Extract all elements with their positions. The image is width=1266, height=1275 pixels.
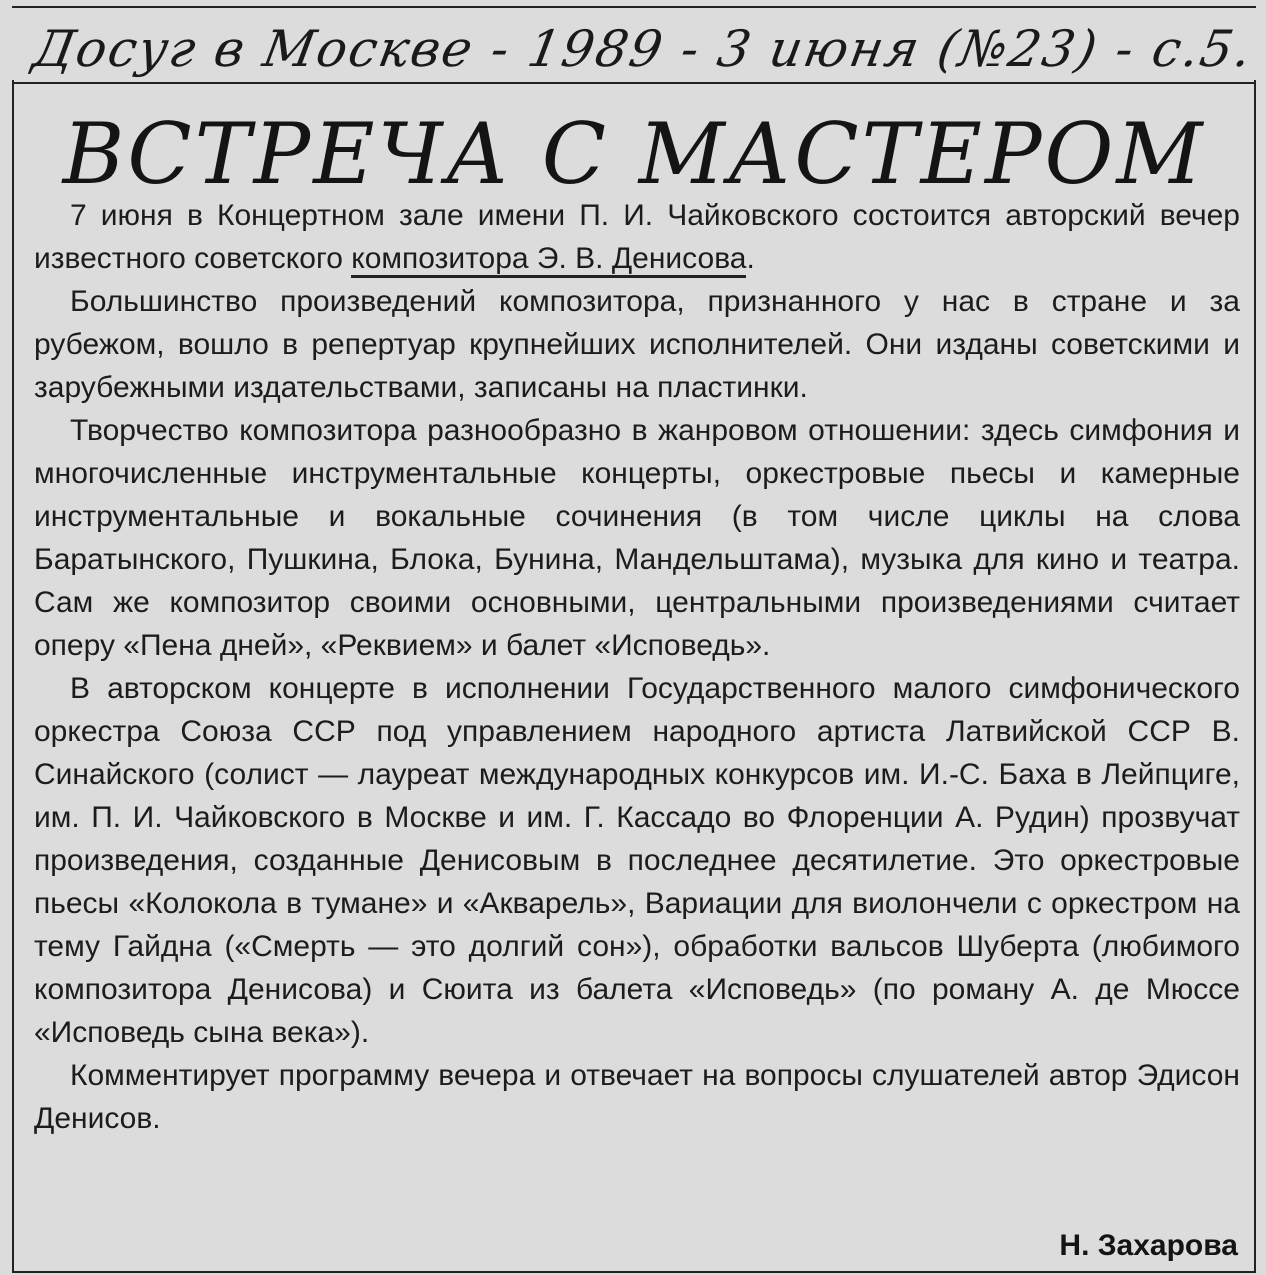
paragraph-3: Творчество композитора разнообразно в жанровом отношении: здесь симфония и многочисленные инструментальные концерты, оркестровые пьесы и камерные инструментальные и вокальные сочинения (в том числе циклы на слова Баратынского, Пушкина, Блока, Бунина, Мандельштама), музыка для кино и театра. Сам же композитор своими основными, центральными произведениями считает оперу «Пена дней», «Реквием» и балет «Исповедь». <box>34 414 1240 662</box>
handwritten-note-bar <box>12 6 1256 84</box>
underlined-composer-name: композитора Э. В. Денисова <box>351 242 746 278</box>
paragraph-1-after: . <box>746 242 755 275</box>
paragraph-5: Комментирует программу вечера и отвечает на вопросы слушателей автор Эдисон Денисов. <box>34 1059 1240 1135</box>
paragraph-2: Большинство произведений композитора, признанного у нас в стране и за рубежом, вошло в репертуар крупнейших исполнителей. Они изданы советскими и зарубежными издательствами, записаны на пластинки. <box>34 285 1240 404</box>
author-signature: Н. Захарова <box>1059 1229 1238 1262</box>
article-body <box>34 194 1240 1140</box>
article-headline: ВСТРЕЧА С МАСТЕРОМ <box>62 105 1206 203</box>
paragraph-1-before: 7 июня в Концертном зале имени П. И. Чайковского состоится авторский вечер известного советского <box>34 199 1240 275</box>
handwritten-source-note: Досуг в Москве - 1989 - 3 июня (№23) - с.5. <box>28 20 1258 78</box>
paragraph-1 <box>34 194 1240 280</box>
paragraph-4: В авторском концерте в исполнении Государственного малого симфонического оркестра Союза ССР под управлением народного артиста Латвийской ССР В. Синайского (солист — лауреат международных конкурсов им. И.-С. Баха в Лейпциге, им. П. И. Чайковского в Москве и им. Г. Кассадо во Флоренции А. Рудин) прозвучат произведения, созданные Денисовым в последнее десятилетие. Это оркестровые пьесы «Колокола в тумане» и «Акварель», Вариации для виолончели с оркестром на тему Гайдна («Смерть — это долгий сон»), обработки вальсов Шуберта (любимого композитора Денисова) и Сюита из балета «Исповедь» (по роману А. де Мюссе «Исповедь сына века»). <box>34 672 1240 1049</box>
article-clipping <box>12 80 1256 1273</box>
